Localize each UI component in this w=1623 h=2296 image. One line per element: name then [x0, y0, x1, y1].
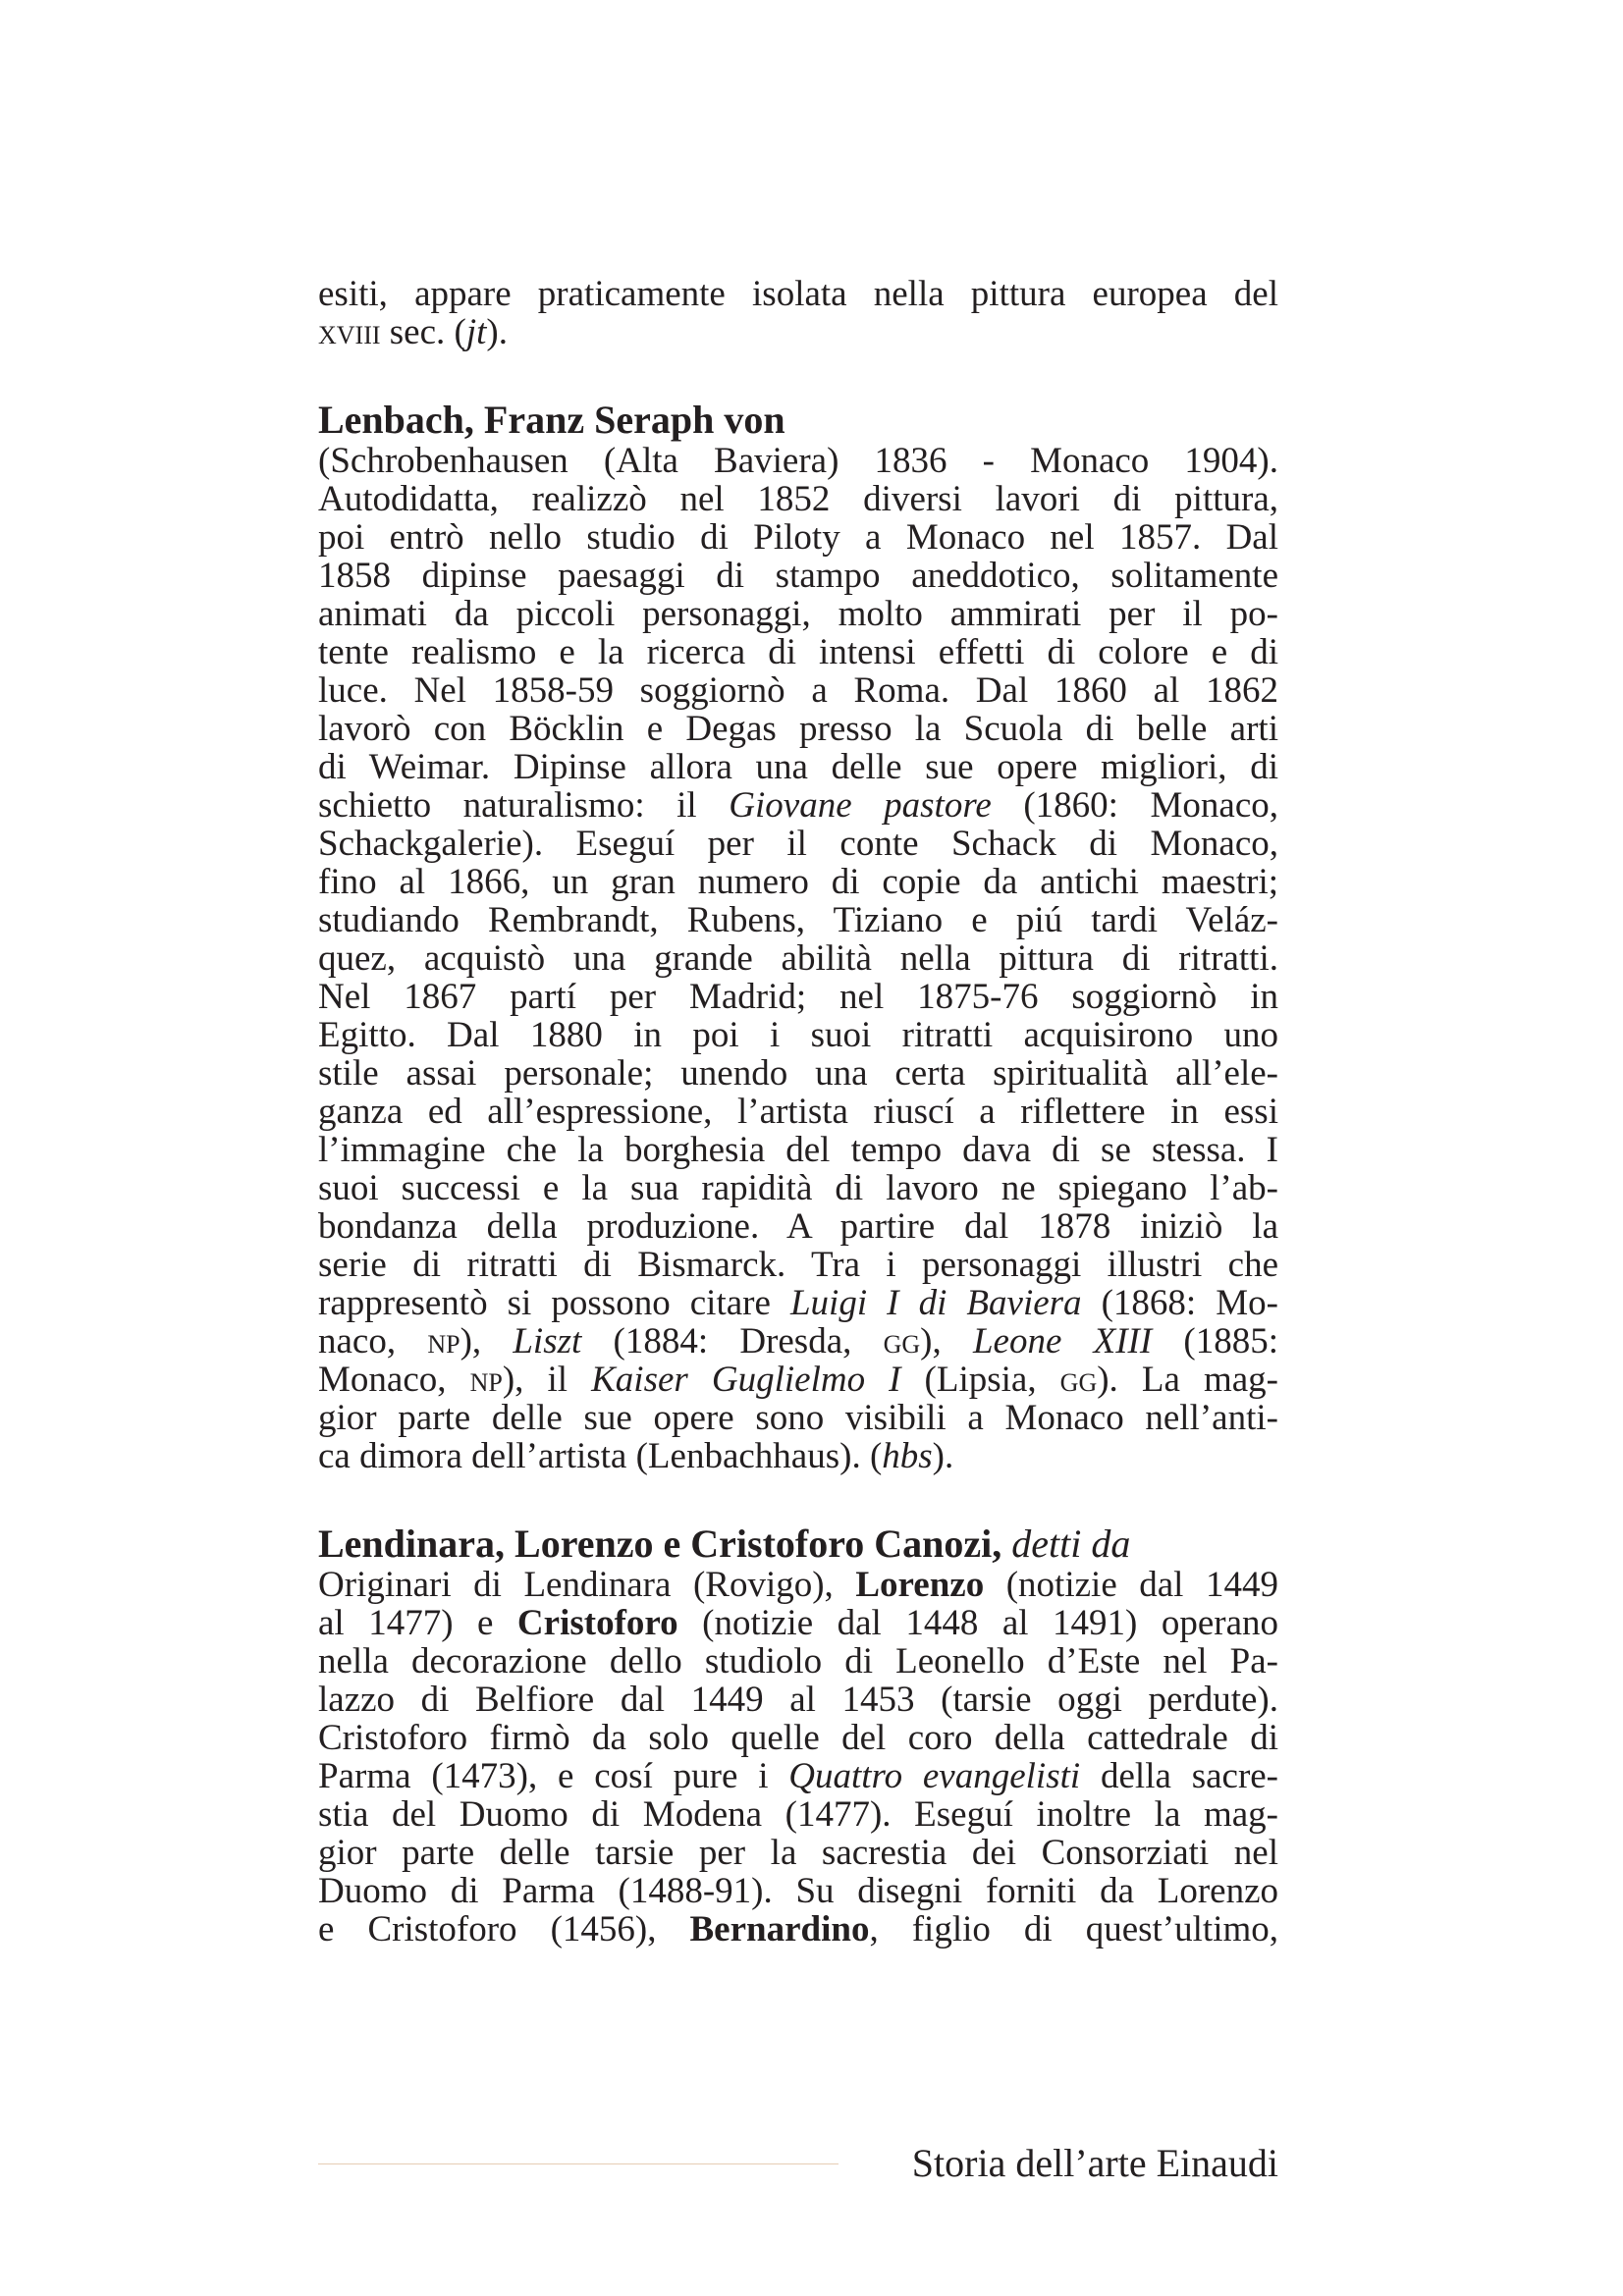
text-line: (Schrobenhausen (Alta Baviera) 1836 - Monaco 1904). — [318, 441, 1278, 481]
text-line: ganza ed all’espressione, l’artista riuscí a riflettere in essi — [318, 1092, 1278, 1132]
text-line: e Cristoforo (1456), Bernardino, figlio di quest’ultimo, — [318, 1909, 1278, 1949]
text-line: Nel 1867 partí per Madrid; nel 1875-76 soggiornò in — [318, 977, 1278, 1017]
document-body — [318, 275, 1278, 1949]
text-line: 1858 dipinse paesaggi di stampo aneddotico, solitamente — [318, 556, 1278, 596]
text-line: fino al 1866, un gran numero di copie da antichi maestri; — [318, 862, 1278, 902]
footer-title: Storia dell’arte Einaudi — [911, 2141, 1278, 2185]
text-line: suoi successi e la sua rapidità di lavoro ne spiegano l’ab- — [318, 1168, 1278, 1208]
text-line: Monaco, np), il Kaiser Guglielmo I (Lipsia, gg). La mag- — [318, 1360, 1278, 1400]
footer-rule — [318, 2163, 839, 2164]
text-line: xviii sec. (jt). — [318, 312, 508, 352]
intro-paragraph — [318, 275, 1278, 351]
text-line: serie di ritratti di Bismarck. Tra i personaggi illustri che — [318, 1245, 1278, 1285]
text-line: studiando Rembrandt, Rubens, Tiziano e piú tardi Veláz- — [318, 900, 1278, 940]
text-line: stia del Duomo di Modena (1477). Eseguí inoltre la mag- — [318, 1794, 1278, 1835]
text-line: naco, np), Liszt (1884: Dresda, gg), Leone XIII (1885: — [318, 1321, 1278, 1362]
text-line: Cristoforo firmò da solo quelle del coro della cattedrale di — [318, 1718, 1278, 1758]
text-line: stile assai personale; unendo una certa spiritualità all’ele- — [318, 1053, 1278, 1094]
text-line: quez, acquistò una grande abilità nella pittura di ritratti. — [318, 938, 1278, 979]
text-line: ca dimora dell’artista (Lenbachhaus). (hbs). — [318, 1436, 954, 1476]
text-line: esiti, appare praticamente isolata nella pittura europea del — [318, 274, 1278, 314]
text-line: Schackgalerie). Eseguí per il conte Schack di Monaco, — [318, 824, 1278, 864]
text-line: gior parte delle sue opere sono visibili a Monaco nell’anti- — [318, 1398, 1278, 1438]
entry-heading-name: Lendinara, Lorenzo e Cristoforo Canozi, — [318, 1522, 1002, 1566]
text-line: lavorò con Böcklin e Degas presso la Scuola di belle arti — [318, 709, 1278, 749]
text-line: bondanza della produzione. A partire dal 1878 iniziò la — [318, 1206, 1278, 1247]
text-line: luce. Nel 1858-59 soggiornò a Roma. Dal 1860 al 1862 — [318, 670, 1278, 711]
text-line: Parma (1473), e cosí pure i Quattro evangelisti della sacre- — [318, 1756, 1279, 1796]
text-line: tente realismo e la ricerca di intensi effetti di colore e di — [318, 632, 1278, 672]
text-line: lazzo di Belfiore dal 1449 al 1453 (tarsie oggi perdute). — [318, 1680, 1278, 1720]
text-line: Autodidatta, realizzò nel 1852 diversi lavori di pittura, — [318, 479, 1278, 519]
entry-heading-lenbach: Lenbach, Franz Seraph von — [318, 398, 785, 442]
text-line: rappresentò si possono citare Luigi I di Baviera (1868: Mo- — [318, 1283, 1278, 1323]
page-footer — [318, 2140, 1278, 2187]
text-line: Originari di Lendinara (Rovigo), Lorenzo (notizie dal 1449 — [318, 1565, 1278, 1605]
text-line: di Weimar. Dipinse allora una delle sue opere migliori, di — [318, 747, 1278, 787]
text-line: schietto naturalismo: il Giovane pastore (1860: Monaco, — [318, 785, 1278, 826]
text-line: Egitto. Dal 1880 in poi i suoi ritratti acquisirono uno — [318, 1015, 1278, 1055]
entry-heading-lendinara — [318, 1522, 1278, 1566]
text-line: al 1477) e Cristoforo (notizie dal 1448 al 1491) operano — [318, 1603, 1278, 1643]
entry-heading-qualifier: detti da — [1011, 1522, 1131, 1566]
text-line: nella decorazione dello studiolo di Leonello d’Este nel Pa- — [318, 1641, 1278, 1682]
entry-body-lendinara — [318, 1566, 1278, 1949]
text-line: gior parte delle tarsie per la sacrestia dei Consorziati nel — [318, 1833, 1278, 1873]
text-line: l’immagine che la borghesia del tempo dava di se stessa. I — [318, 1130, 1278, 1170]
text-line: poi entrò nello studio di Piloty a Monaco nel 1857. Dal — [318, 517, 1278, 558]
entry-body-lenbach — [318, 442, 1278, 1475]
text-line: animati da piccoli personaggi, molto ammirati per il po- — [318, 594, 1278, 634]
text-line: Duomo di Parma (1488-91). Su disegni forniti da Lorenzo — [318, 1871, 1278, 1911]
